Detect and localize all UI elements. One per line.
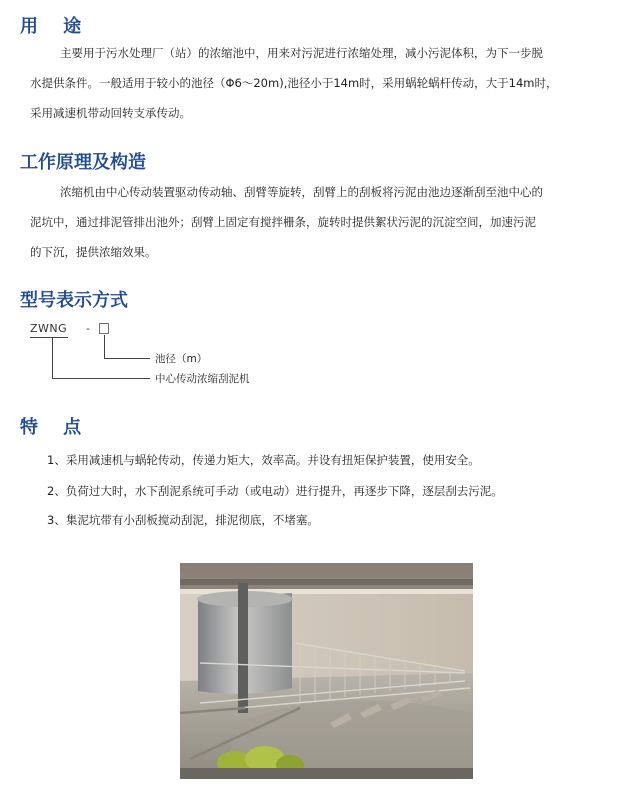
heading-features: 特 点 bbox=[20, 417, 82, 438]
principle-line-2: 泥坑中，通过排泥管排出池外；刮臂上固定有搅拌栅条，旋转时提供絮状污泥的沉淀空间，加速污泥 bbox=[30, 215, 536, 229]
usage-paragraph bbox=[30, 38, 610, 128]
usage-line-1: 主要用于污水处理厂（站）的浓缩池中，用来对污泥进行浓缩处理，减小污泥体积，为下一步脱 bbox=[60, 46, 543, 60]
label-diameter: 池径（m） bbox=[155, 353, 208, 365]
principle-line-3: 的下沉，提供浓缩效果。 bbox=[30, 245, 157, 259]
box-leader-vertical bbox=[104, 335, 105, 358]
heading-model: 型号表示方式 bbox=[20, 290, 128, 311]
heading-usage: 用 途 bbox=[20, 16, 82, 37]
box-leader-horizontal bbox=[104, 358, 150, 359]
feature-item-3: 3、集泥坑带有小刮板搅动刮泥，排泥彻底，不堵塞。 bbox=[47, 513, 319, 527]
thickener-photo bbox=[180, 563, 473, 779]
code-leader-vertical bbox=[52, 337, 53, 378]
model-dash: - bbox=[86, 322, 90, 335]
code-leader-horizontal bbox=[52, 378, 150, 379]
label-machine-name: 中心传动浓缩刮泥机 bbox=[155, 373, 250, 385]
usage-line-2: 水提供条件。一般适用于较小的池径（Φ6～20m),池径小于14m时，采用蜗轮蜗杆传动，大于14m时， bbox=[30, 76, 558, 90]
principle-paragraph bbox=[30, 177, 610, 267]
feature-item-2: 2、负荷过大时，水下刮泥系统可手动（或电动）进行提升，再逐步下降，逐层刮去污泥。 bbox=[47, 484, 503, 498]
usage-line-3: 采用减速机带动回转支承传动。 bbox=[30, 106, 191, 120]
model-placeholder-box bbox=[99, 323, 109, 334]
feature-item-1: 1、采用减速机与蜗轮传动，传递力矩大，效率高。并设有扭矩保护装置，使用安全。 bbox=[47, 453, 480, 467]
heading-principle: 工作原理及构造 bbox=[20, 152, 146, 173]
code-underline bbox=[30, 337, 68, 338]
model-code: ZWNG bbox=[30, 322, 68, 335]
principle-line-1: 浓缩机由中心传动装置驱动传动轴、刮臂等旋转，刮臂上的刮板将污泥由池边逐渐刮至池中心的 bbox=[60, 185, 543, 199]
